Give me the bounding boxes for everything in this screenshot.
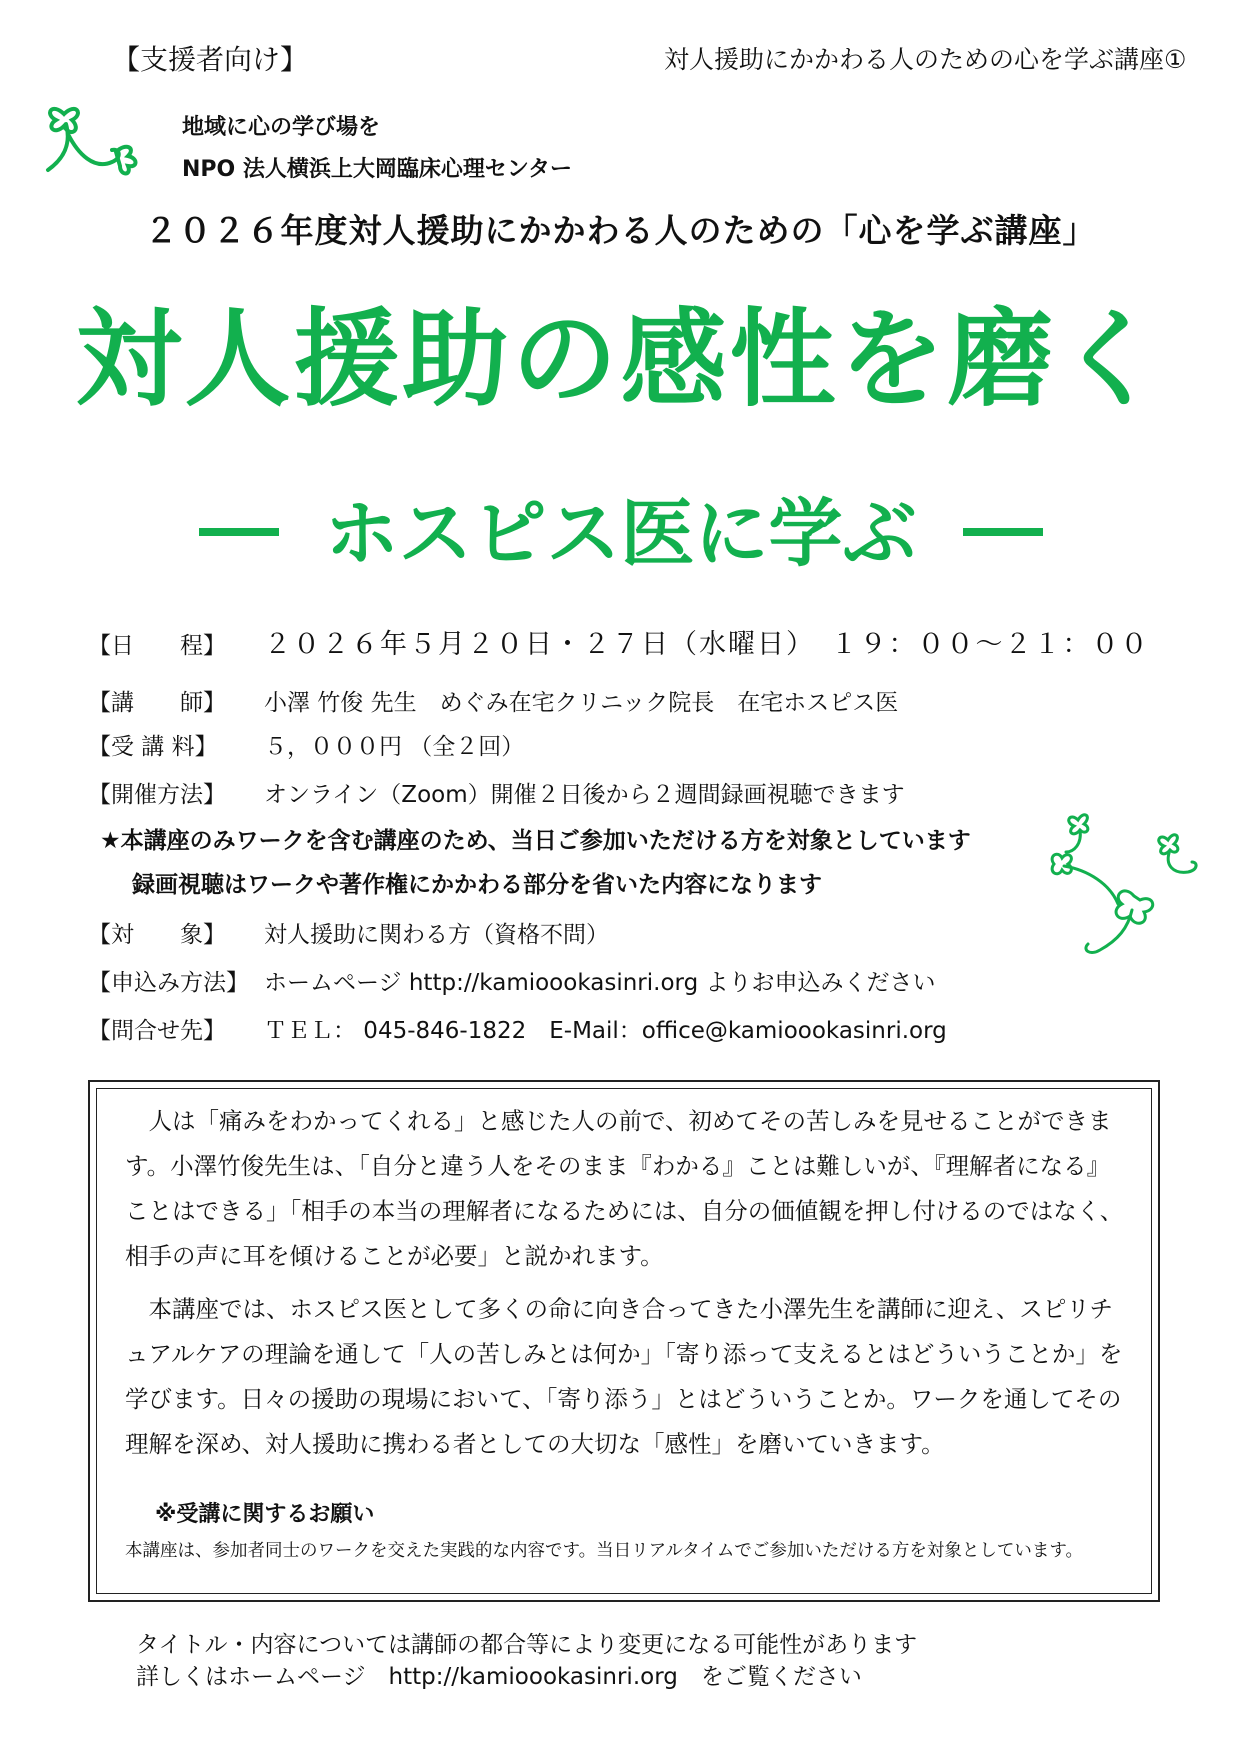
schedule-value: ２０２６年５月２０日・２７日（水曜日） １９：００～２１：００ xyxy=(264,629,1150,660)
lecturer-row xyxy=(88,684,898,717)
schedule-label: 【日 程】 xyxy=(88,633,226,659)
apply-row xyxy=(88,964,935,997)
paragraph-1-text: 人は「痛みをわかってくれる」と感じた人の前で、初めてその苦しみを見せることができます。小澤竹俊先生は、「自分と違う人をそのまま『わかる』ことは難しいが、『理解者になる』ことはできる」「相手の本当の理解者になるためには、自分の価値観を押し付けるのではなく、相手の声に耳を傾けることが必要」と説かれます。 xyxy=(125,1107,1124,1270)
method-value: オンライン（Zoom）開催２日後から２週間録画視聴できます xyxy=(264,782,905,808)
right-dash xyxy=(963,528,1043,536)
description-box xyxy=(88,1080,1160,1602)
fee-value: ５，０００円 （全２回） xyxy=(264,734,525,760)
main-title: 対人援助の感性を磨く xyxy=(75,298,1166,421)
request-title: ※受講に関するお願い xyxy=(155,1502,375,1527)
target-row xyxy=(88,916,609,949)
paragraph-2-text: 本講座では、ホスピス医として多くの命に向き合ってきた小澤先生を講師に迎え、スピリチュアルケアの理論を通して「人の苦しみとは何か」「寄り添って支えるとはどういうことか」を学びます。日々の援助の現場において、「寄り添う」とはどういうことか。ワークを通してその理解を深め、対人援助に携わる者としての大切な「感性」を磨いていきます。 xyxy=(125,1295,1123,1458)
contact-value: ＴＥＬ： 045-846-1822 E-Mail：office@kamioookasinri.org xyxy=(264,1018,947,1044)
description-paragraph-1 xyxy=(125,1099,1125,1279)
description-inner-frame xyxy=(96,1088,1152,1594)
left-dash xyxy=(199,528,279,536)
footer-change-notice: タイトル・内容については講師の都合等により変更になる可能性があります xyxy=(136,1632,918,1658)
audience-tag: 【支援者向け】 xyxy=(112,43,309,76)
target-value: 対人援助に関わる方（資格不問） xyxy=(264,922,609,948)
request-text: 本講座は、参加者同士のワークを交えた実践的な内容です。当日リアルタイムでご参加いただける方を対象としています。 xyxy=(125,1541,1083,1561)
org-name: NPO 法人横浜上大岡臨床心理センター xyxy=(182,157,573,182)
description-paragraph-2 xyxy=(125,1287,1125,1467)
series-title: ２０２６年度対人援助にかかわる人のための「心を学ぶ講座」 xyxy=(144,211,1097,250)
apply-label: 【申込み方法】 xyxy=(88,970,249,996)
apply-value: ホームページ http://kamioookasinri.org よりお申込みください xyxy=(264,970,936,996)
method-label: 【開催方法】 xyxy=(88,782,226,808)
fee-label: 【受 講 料】 xyxy=(88,734,218,760)
contact-label: 【問合せ先】 xyxy=(88,1018,226,1044)
org-tagline: 地域に心の学び場を xyxy=(182,115,381,140)
lecturer-label: 【講 師】 xyxy=(88,690,226,716)
fee-row xyxy=(88,728,524,761)
clover-sprouts-icon xyxy=(1048,800,1218,970)
series-tag: 対人援助にかかわる人のための心を学ぶ講座① xyxy=(664,45,1187,74)
clover-logo-icon xyxy=(42,96,152,186)
work-note: ★本講座のみワークを含む講座のため、当日ご参加いただける方を対象としています xyxy=(100,828,971,854)
footer-homepage-notice: 詳しくはホームページ http://kamioookasinri.org をご覧ください xyxy=(136,1664,862,1690)
subtitle-text: ホスピス医に学ぶ xyxy=(324,491,917,577)
schedule-row xyxy=(88,622,1150,661)
lecturer-value: 小澤 竹俊 先生 めぐみ在宅クリニック院長 在宅ホスピス医 xyxy=(264,690,899,716)
contact-row xyxy=(88,1012,947,1045)
recording-note: 録画視聴はワークや著作権にかかわる部分を省いた内容になります xyxy=(132,872,822,898)
method-row xyxy=(88,776,905,809)
subtitle xyxy=(0,491,1241,577)
target-label: 【対 象】 xyxy=(88,922,226,948)
